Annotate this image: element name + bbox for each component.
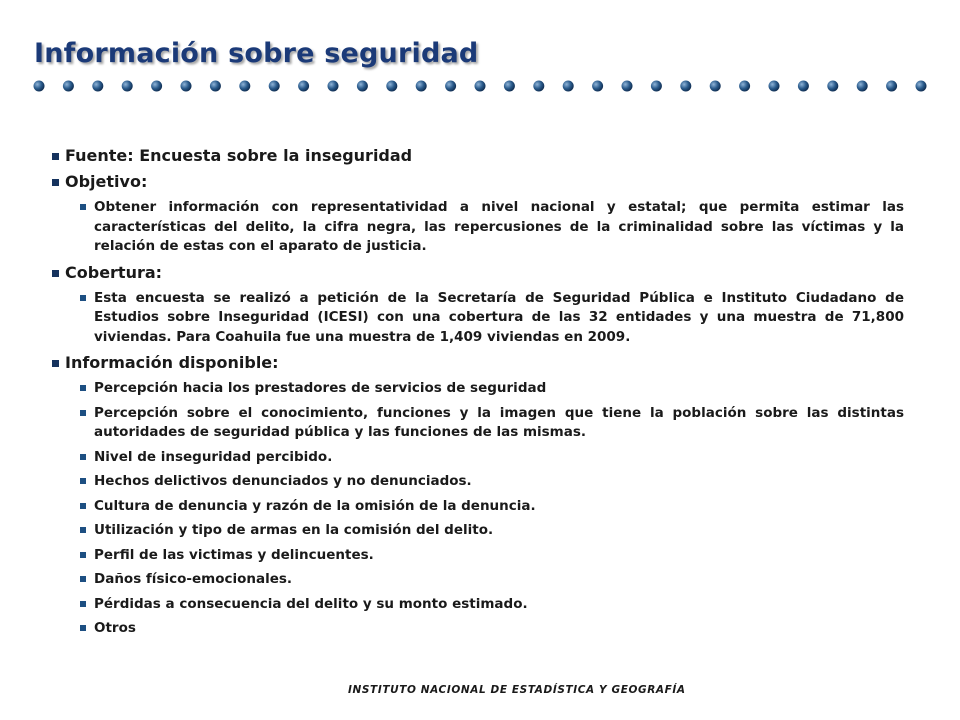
decorative-dot bbox=[680, 81, 691, 92]
decorative-dot bbox=[563, 81, 574, 92]
decorative-dot bbox=[504, 81, 515, 92]
info-item: Perfil de las victimas y delincuentes. bbox=[80, 546, 904, 566]
decorative-dot bbox=[34, 81, 45, 92]
info-item: Nivel de inseguridad percibido. bbox=[80, 448, 904, 468]
info-item: Daños físico-emocionales. bbox=[80, 570, 904, 590]
info-item: Utilización y tipo de armas en la comisión del delito. bbox=[80, 521, 904, 541]
decorative-dot bbox=[827, 81, 838, 92]
decorative-dot bbox=[916, 81, 927, 92]
decorative-dot bbox=[475, 81, 486, 92]
decorative-dot bbox=[886, 81, 897, 92]
decorative-dot bbox=[92, 81, 103, 92]
decorative-dot bbox=[445, 81, 456, 92]
decorative-dot bbox=[122, 81, 133, 92]
decorative-dot bbox=[533, 81, 544, 92]
decorative-dot bbox=[739, 81, 750, 92]
cobertura-item: Esta encuesta se realizó a petición de la Secretaría de Seguridad Pública e Instituto Ciudadano de Estudios sobre Inseguridad (ICESI) con una cobertura de las 32 entidades y una muestra de 71,800 viviendas. Para Coahuila fue una muestra de 1,409 viviendas en 2009. bbox=[80, 289, 904, 348]
decorative-dot bbox=[592, 81, 603, 92]
decorative-dot bbox=[769, 81, 780, 92]
decorative-dot bbox=[151, 81, 162, 92]
footer-institution: INSTITUTO NACIONAL DE ESTADÍSTICA Y GEOGRAFÍA bbox=[348, 684, 686, 696]
decorative-dot bbox=[386, 81, 397, 92]
decorative-dot bbox=[857, 81, 868, 92]
decorative-dot bbox=[239, 81, 250, 92]
bullet-objetivo: Objetivo: bbox=[52, 172, 904, 192]
slide-title: Información sobre seguridad bbox=[34, 38, 479, 69]
info-item: Percepción sobre el conocimiento, funciones y la imagen que tiene la población sobre las distintas autoridades de seguridad pública y las funciones de las mismas. bbox=[80, 404, 904, 443]
slide-content bbox=[52, 146, 904, 645]
decorative-dot bbox=[622, 81, 633, 92]
objetivo-item: Obtener información con representatividad a nivel nacional y estatal; que permita estimar las características del delito, la cifra negra, las repercusiones de la criminalidad sobre las víctimas y la relación de estas con el aparato de justicia. bbox=[80, 198, 904, 257]
decorative-dot bbox=[710, 81, 721, 92]
bullet-informacion-disponible: Información disponible: bbox=[52, 353, 904, 373]
bullet-fuente: Fuente: Encuesta sobre la inseguridad bbox=[52, 146, 904, 166]
decorative-dot bbox=[298, 81, 309, 92]
decorative-dot bbox=[63, 81, 74, 92]
decorative-dot bbox=[416, 81, 427, 92]
decorative-dot bbox=[181, 81, 192, 92]
decorative-dot bbox=[210, 81, 221, 92]
decorative-dot bbox=[651, 81, 662, 92]
info-item: Hechos delictivos denunciados y no denunciados. bbox=[80, 472, 904, 492]
decorative-dot bbox=[328, 81, 339, 92]
info-item: Otros bbox=[80, 619, 904, 639]
decorative-dot bbox=[269, 81, 280, 92]
decorative-dot-row bbox=[32, 76, 932, 96]
decorative-dot bbox=[798, 81, 809, 92]
info-item: Cultura de denuncia y razón de la omisión de la denuncia. bbox=[80, 497, 904, 517]
info-item: Percepción hacia los prestadores de servicios de seguridad bbox=[80, 379, 904, 399]
bullet-cobertura: Cobertura: bbox=[52, 263, 904, 283]
info-item: Pérdidas a consecuencia del delito y su monto estimado. bbox=[80, 595, 904, 615]
decorative-dot bbox=[357, 81, 368, 92]
